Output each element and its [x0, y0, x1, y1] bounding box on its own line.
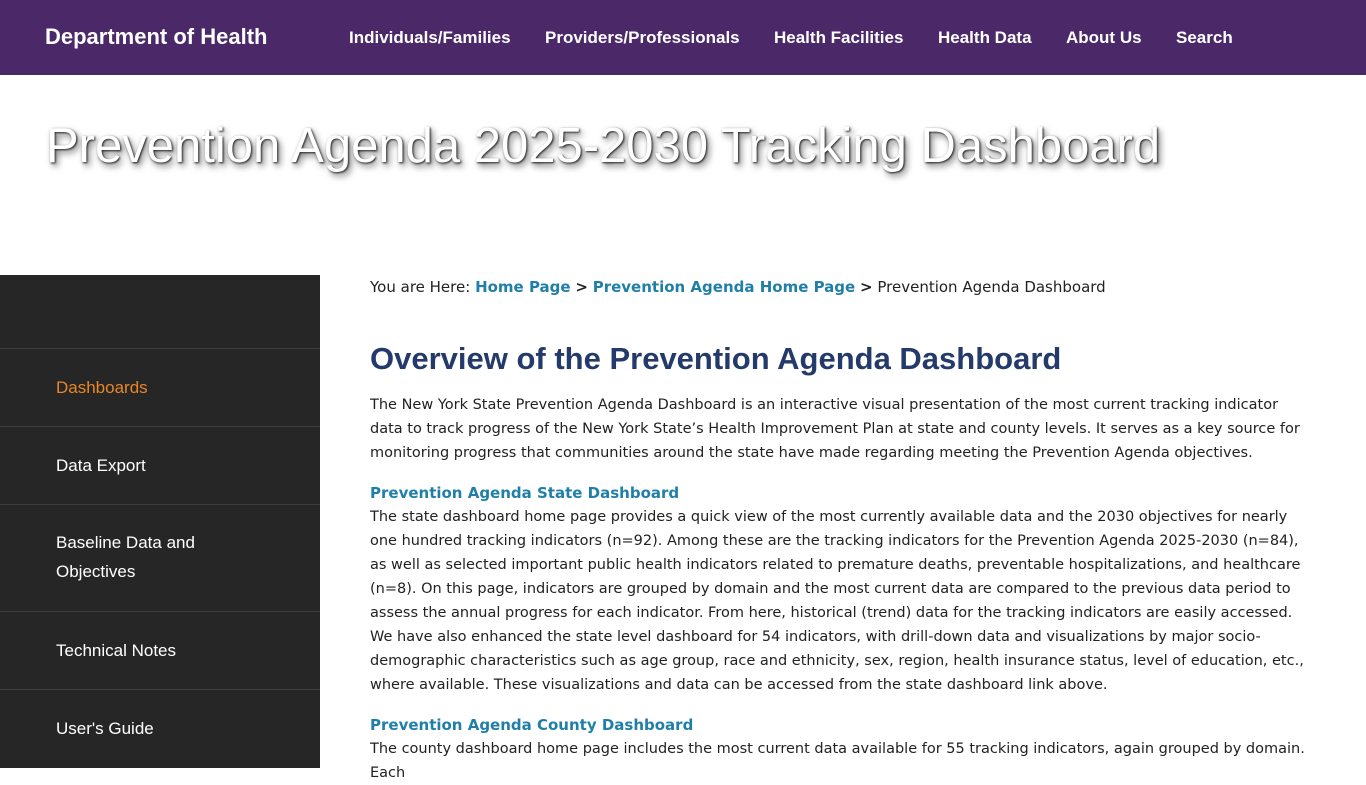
breadcrumb-separator: >	[860, 278, 873, 296]
county-dashboard-link[interactable]: Prevention Agenda County Dashboard	[370, 716, 694, 734]
nav-about-us[interactable]: About Us	[1066, 28, 1142, 47]
sidebar-item-label[interactable]: Data Export	[56, 456, 146, 475]
sidebar	[0, 275, 320, 768]
brand-link[interactable]: Department of Health	[45, 24, 268, 49]
breadcrumb-separator: >	[575, 278, 588, 296]
sidebar-item-data-export[interactable]	[0, 426, 320, 504]
sidebar-item-label[interactable]: User's Guide	[56, 719, 154, 738]
state-dashboard-link[interactable]: Prevention Agenda State Dashboard	[370, 484, 680, 502]
sidebar-item-dashboards[interactable]	[0, 348, 320, 426]
nav-health-data[interactable]: Health Data	[938, 28, 1032, 47]
intro-paragraph: The New York State Prevention Agenda Dashboard is an interactive visual presentation of the most current tracking indicator data to track progress of the New York State’s Health Improvement Plan at state and county levels. It serves as a key source for monitoring progress that communities around the state have made regarding meeting the Prevention Agenda objectives.	[370, 397, 1300, 461]
nav-individuals-families[interactable]: Individuals/Families	[349, 28, 511, 47]
breadcrumb-current: Prevention Agenda Dashboard	[877, 278, 1106, 296]
nav-health-facilities[interactable]: Health Facilities	[774, 28, 904, 47]
sidebar-item-users-guide[interactable]	[0, 689, 320, 768]
nav-providers-professionals[interactable]: Providers/Professionals	[545, 28, 740, 47]
sidebar-item-baseline-data[interactable]	[0, 504, 320, 611]
state-dashboard-paragraph: The state dashboard home page provides a quick view of the most currently available data and the 2030 objectives for nearly one hundred tracking indicators (n=92). Among these are the tracking indicators for the Prevention Agenda 2025-2030 (n=84), as well as selected important public health indicators related to premature deaths, preventable hospitalizations, and healthcare (n=8). On this page, indicators are grouped by domain and the most current data are compared to the previous data period to assess the annual progress for each indicator. From here, historical (trend) data for the tracking indicators are easily accessed. We have also enhanced the state level dashboard for 54 indicators, with drill-down data and visualizations by major socio-demographic characteristics such as age group, race and ethnicity, sex, region, health insurance status, level of education, etc., where available. These visualizations and data can be accessed from the state dashboard link above.	[370, 509, 1304, 693]
sidebar-item-label[interactable]: Baseline Data and Objectives	[56, 533, 195, 581]
county-dashboard-paragraph: The county dashboard home page includes the most current data available for 55 tracking indicators, again grouped by domain. Each	[370, 741, 1305, 781]
breadcrumb-prefix: You are Here:	[370, 278, 471, 296]
section-heading: Overview of the Prevention Agenda Dashboard	[370, 341, 1062, 376]
sidebar-item-label[interactable]: Technical Notes	[56, 641, 177, 660]
breadcrumb-prevention-agenda-link[interactable]: Prevention Agenda Home Page	[592, 278, 856, 296]
sidebar-item-label[interactable]: Dashboards	[56, 378, 148, 397]
breadcrumb-home-link[interactable]: Home Page	[475, 278, 571, 296]
sidebar-item-technical-notes[interactable]	[0, 611, 320, 689]
page-title: Prevention Agenda 2025-2030 Tracking Dashboard	[46, 119, 1161, 173]
top-nav-bar	[0, 0, 1366, 75]
nav-search[interactable]: Search	[1176, 28, 1233, 47]
breadcrumb	[370, 278, 1106, 296]
